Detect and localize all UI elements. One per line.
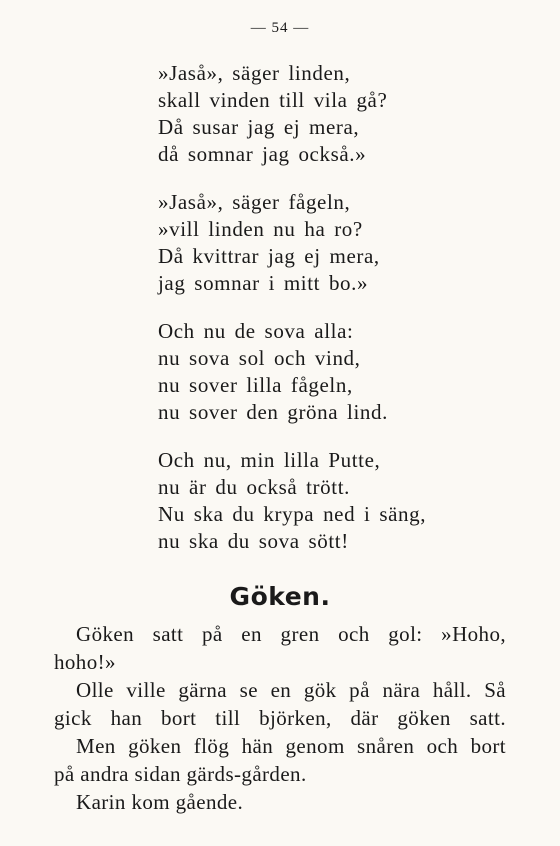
poem-line: Då susar jag ej mera, <box>158 115 360 139</box>
page-number: — 54 — <box>250 20 310 36</box>
prose-paragraphs <box>54 620 506 816</box>
poem-line: skall vinden till vila gå? <box>158 88 388 112</box>
prose-line: gick han bort till björken, där göken satt. <box>54 706 506 730</box>
prose-line: Olle ville gärna se en gök på nära håll. Så <box>76 678 506 702</box>
poem-line: »Jaså», säger fågeln, <box>158 190 351 214</box>
stanza-2 <box>158 189 518 297</box>
poem-line: »Jaså», säger linden, <box>158 61 351 85</box>
poem-line: nu sover lilla fågeln, <box>158 373 353 397</box>
prose-line: Karin kom gående. <box>76 790 244 814</box>
prose-line: Men göken flög hän genom snåren och bort <box>76 734 506 758</box>
poem-line: Nu ska du krypa ned i säng, <box>158 502 427 526</box>
poem-line: »vill linden nu ha ro? <box>158 217 363 241</box>
poem-line: Och nu de sova alla: <box>158 319 354 343</box>
stanza-1 <box>158 60 518 168</box>
poem-line: nu är du också trött. <box>158 475 350 499</box>
poem-line: nu ska du sova sött! <box>158 529 349 553</box>
poem-line: då somnar jag också.» <box>158 142 367 166</box>
section-title: Göken. <box>229 582 331 611</box>
stanza-3 <box>158 318 518 426</box>
stanza-4 <box>158 447 518 555</box>
poem-line: Då kvittrar jag ej mera, <box>158 244 380 268</box>
poem-line: jag somnar i mitt bo.» <box>158 271 369 295</box>
poem-line: nu sover den gröna lind. <box>158 400 388 424</box>
prose-line: hoho!» <box>54 650 116 674</box>
prose-line: på andra sidan gärds-gården. <box>54 762 307 786</box>
poem <box>158 60 518 576</box>
poem-line: nu sova sol och vind, <box>158 346 361 370</box>
prose-line: Göken satt på en gren och gol: »Hoho, <box>76 622 506 646</box>
poem-line: Och nu, min lilla Putte, <box>158 448 381 472</box>
